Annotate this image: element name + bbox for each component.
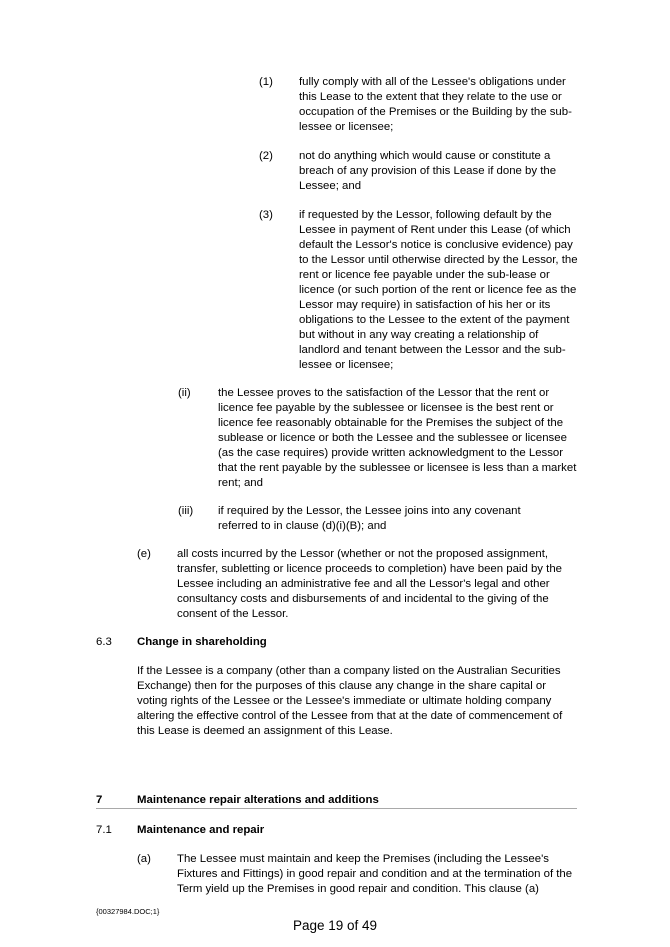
roman-item-iii-text: if required by the Lessor, the Lessee joins into any covenant referred to in clause (d)(i)(B); and	[218, 505, 521, 532]
clause-7-1-heading: Maintenance and repair	[137, 824, 265, 836]
roman-item-iii-label: (iii)	[178, 505, 194, 517]
item-7-1-a-label: (a)	[137, 853, 151, 865]
section-7-number: 7	[96, 794, 103, 806]
clause-6-3-number: 6.3	[96, 636, 112, 648]
item-e-text: all costs incurred by the Lessor (whether or not the proposed assignment, transfer, subletting or licence proceeds to completion) have been paid by the Lessee including an administrative fee and all the Lessor's legal and other consultancy costs and disbursements of and incidental to the giving of the consent of the Lessor.	[177, 548, 562, 620]
clause-6-3-heading: Change in shareholding	[137, 636, 267, 648]
sub-item-1-label: (1)	[259, 76, 273, 88]
sub-item-2-label: (2)	[259, 150, 273, 162]
item-e-label: (e)	[137, 548, 151, 560]
roman-item-ii-label: (ii)	[178, 387, 191, 399]
clause-7-1-number: 7.1	[96, 824, 112, 836]
section-divider	[96, 808, 577, 809]
sub-item-3-text: if requested by the Lessor, following default by the Lessee in payment of Rent under this Lease (of which default the Lessor's notice is conclusive evidence) pay to the Lessor until otherwise directed by the Lessor, the rent or licence fee payable under the sub-lease or licence (or such portion of the rent or licence fee as the Lessor may require) in satisfaction of his her or its obligations to the Lessee to the extent of the payment but without in any way creating a relationship of landlord and tenant between the Lessor and the sub-lessee or licensee;	[299, 209, 578, 371]
item-7-1-a-text: The Lessee must maintain and keep the Premises (including the Lessee's Fixtures and Fittings) in good repair and condition and at the termination of the Term yield up the Premises in good repair and condition. This clause (a)	[177, 853, 573, 895]
sub-item-3-label: (3)	[259, 209, 273, 221]
document-reference: {00327984.DOC;1}	[96, 907, 160, 916]
roman-item-ii-text: the Lessee proves to the satisfaction of the Lessor that the rent or licence fee payable by the sublessee or licensee is the best rent or licence fee reasonably obtainable for the Premises the subject of the sublease or licence or both the Lessee and the sublessee or licensee (as the case requires) provide written acknowledgment to the Lessor that the rent payable by the sublessee or licensee is less than a market rent; and	[218, 387, 577, 489]
clause-6-3-body: If the Lessee is a company (other than a company listed on the Australian Securities Exchange) then for the purposes of this clause any change in the share capital or voting rights of the Lessee or the Lessee's immediate or ultimate holding company altering the effective control of the Lessee from that at the date of commencement of this Lease is deemed an assignment of this Lease.	[137, 665, 563, 737]
sub-item-2-text: not do anything which would cause or constitute a breach of any provision of this Lease if done by the Lessee; and	[299, 150, 557, 192]
section-7-heading: Maintenance repair alterations and additions	[137, 794, 379, 806]
sub-item-1-text: fully comply with all of the Lessee's obligations under this Lease to the extent that they relate to the use or occupation of the Premises or the Building by the sub-lessee or licensee;	[299, 76, 572, 133]
page-number: Page 19 of 49	[292, 918, 378, 933]
